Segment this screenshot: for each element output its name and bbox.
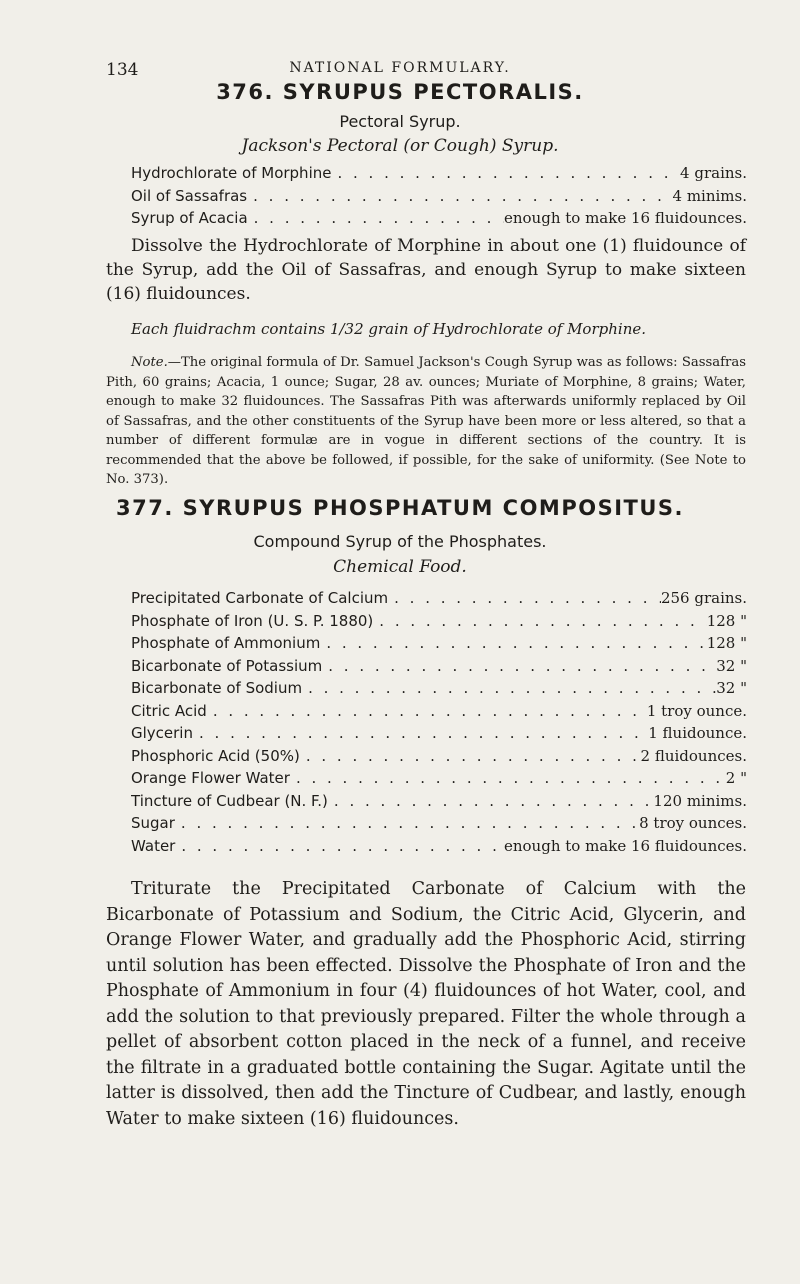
ingredient-row bbox=[131, 700, 747, 723]
ingredient-name: Oil of Sassafras bbox=[131, 186, 248, 205]
ingredient-row bbox=[131, 767, 747, 790]
ingredient-amount: 1 troy ounce. bbox=[646, 701, 747, 720]
ingredient-amount: 128 " bbox=[706, 634, 747, 652]
page-number: 134 bbox=[106, 60, 139, 80]
section-377-ingredients bbox=[131, 587, 747, 857]
ingredient-name: Phosphate of Iron (U. S. P. 1880) bbox=[131, 611, 374, 630]
ingredient-name: Water bbox=[131, 836, 176, 855]
ingredient-row bbox=[131, 207, 747, 230]
section-376-title: 376. SYRUPUS PECTORALIS. bbox=[216, 80, 584, 104]
ingredient-name: Bicarbonate of Sodium bbox=[131, 679, 303, 697]
ingredient-row bbox=[131, 835, 747, 858]
ingredient-row bbox=[131, 587, 747, 610]
section-376-note bbox=[106, 353, 746, 490]
ingredient-name: Sugar bbox=[131, 814, 175, 832]
note-label: Note. bbox=[131, 355, 168, 370]
ingredient-row bbox=[131, 677, 747, 700]
ingredient-amount: enough to make 16 fluidounces. bbox=[503, 836, 747, 855]
section-376-ingredients bbox=[131, 162, 747, 230]
ingredient-name: Bicarbonate of Potassium bbox=[131, 656, 323, 675]
ingredient-amount: 32 " bbox=[716, 679, 747, 697]
section-376-directions: Dissolve the Hydrochlorate of Morphine in about one (1) fluidounce of the Syrup, add the Oil of Sassafras, and enough Syrup to make sixteen (16) fluidounces. bbox=[106, 236, 746, 304]
ingredient-amount: 1 fluidounce. bbox=[648, 724, 747, 742]
section-377-subtitle: Compound Syrup of the Phosphates. bbox=[253, 532, 547, 551]
ingredient-name: Phosphate of Ammonium bbox=[131, 634, 321, 652]
note-text: —The original formula of Dr. Samuel Jackson's Cough Syrup was as follows: Sassafras Pith, 60 grains; Acacia, 1 ounce; Sugar, 28 av. ounces; Muriate of Morphine, 8 grains; Water, enough to make 32 fluidounces. The Sassafras Pith was afterwards uniformly replaced by Oil of Sassafras, and the other constituents of the Syrup have been more or less altered, so that a number of different formulæ are in vogue in different sections of the country. It is recommended that the above be followed, if possible, for the sake of uniformity. (See Note to No. 373). bbox=[106, 355, 746, 487]
ingredient-row bbox=[131, 610, 747, 633]
ingredient-name: Tincture of Cudbear (N. F.) bbox=[131, 791, 328, 810]
ingredient-amount: 2 " bbox=[725, 769, 747, 787]
section-376-subtitle: Pectoral Syrup. bbox=[339, 112, 461, 131]
section-377-directions: Triturate the Precipitated Carbonate of Calcium with the Bicarbonate of Potassium and Sodium, the Citric Acid, Glycerin, and Orange Flower Water, and gradually add the Phosphoric Acid, stirring until solution has been effected. Dissolve the Phosphate of Iron and the Phosphate of Ammonium in four (4) fluidounces of hot Water, cool, and add the solution to that previously prepared. Filter the whole through a pellet of absorbent cotton placed in the neck of a funnel, and receive the filtrate in a graduated bottle containing the Sugar. Agitate until the latter is dissolved, then add the Tincture of Cudbear, and lastly, enough Water to make sixteen (16) fluidounces. bbox=[106, 879, 746, 1129]
running-title: NATIONAL FORMULARY. bbox=[289, 60, 511, 76]
ingredient-amount: 256 grains. bbox=[660, 589, 747, 607]
ingredient-amount: 2 fluidounces. bbox=[640, 746, 747, 765]
ingredient-name: Glycerin bbox=[131, 724, 193, 742]
section-377-title: 377. SYRUPUS PHOSPHATUM COMPOSITUS. bbox=[116, 496, 684, 520]
ingredient-row bbox=[131, 722, 747, 745]
ingredient-name: Hydrochlorate of Morphine bbox=[131, 164, 332, 182]
ingredient-name: Precipitated Carbonate of Calcium bbox=[131, 589, 389, 607]
ingredient-row bbox=[131, 812, 747, 835]
ingredient-amount: 32 " bbox=[716, 656, 747, 675]
ingredient-row bbox=[131, 745, 747, 768]
section-376-each: Each fluidrachm contains 1/32 grain of Hydrochlorate of Morphine. bbox=[131, 320, 646, 338]
ingredient-name: Citric Acid bbox=[131, 701, 207, 720]
ingredient-row bbox=[131, 632, 747, 655]
ingredient-amount: 120 minims. bbox=[653, 791, 747, 810]
ingredient-amount: 128 " bbox=[706, 611, 747, 630]
ingredient-name: Syrup of Acacia bbox=[131, 209, 248, 227]
ingredient-row bbox=[131, 185, 747, 208]
ingredient-name: Phosphoric Acid (50%) bbox=[131, 746, 300, 765]
ingredient-row bbox=[131, 655, 747, 678]
ingredient-row bbox=[131, 790, 747, 813]
ingredient-amount: 4 grains. bbox=[680, 164, 747, 182]
ingredient-name: Orange Flower Water bbox=[131, 769, 290, 787]
section-376-alt-name: Jackson's Pectoral (or Cough) Syrup. bbox=[241, 136, 559, 156]
ingredient-amount: 4 minims. bbox=[672, 186, 747, 205]
section-377-alt-name: Chemical Food. bbox=[333, 557, 467, 577]
ingredient-amount: 8 troy ounces. bbox=[639, 814, 747, 832]
ingredient-row bbox=[131, 162, 747, 185]
ingredient-amount: enough to make 16 fluidounces. bbox=[503, 209, 747, 227]
